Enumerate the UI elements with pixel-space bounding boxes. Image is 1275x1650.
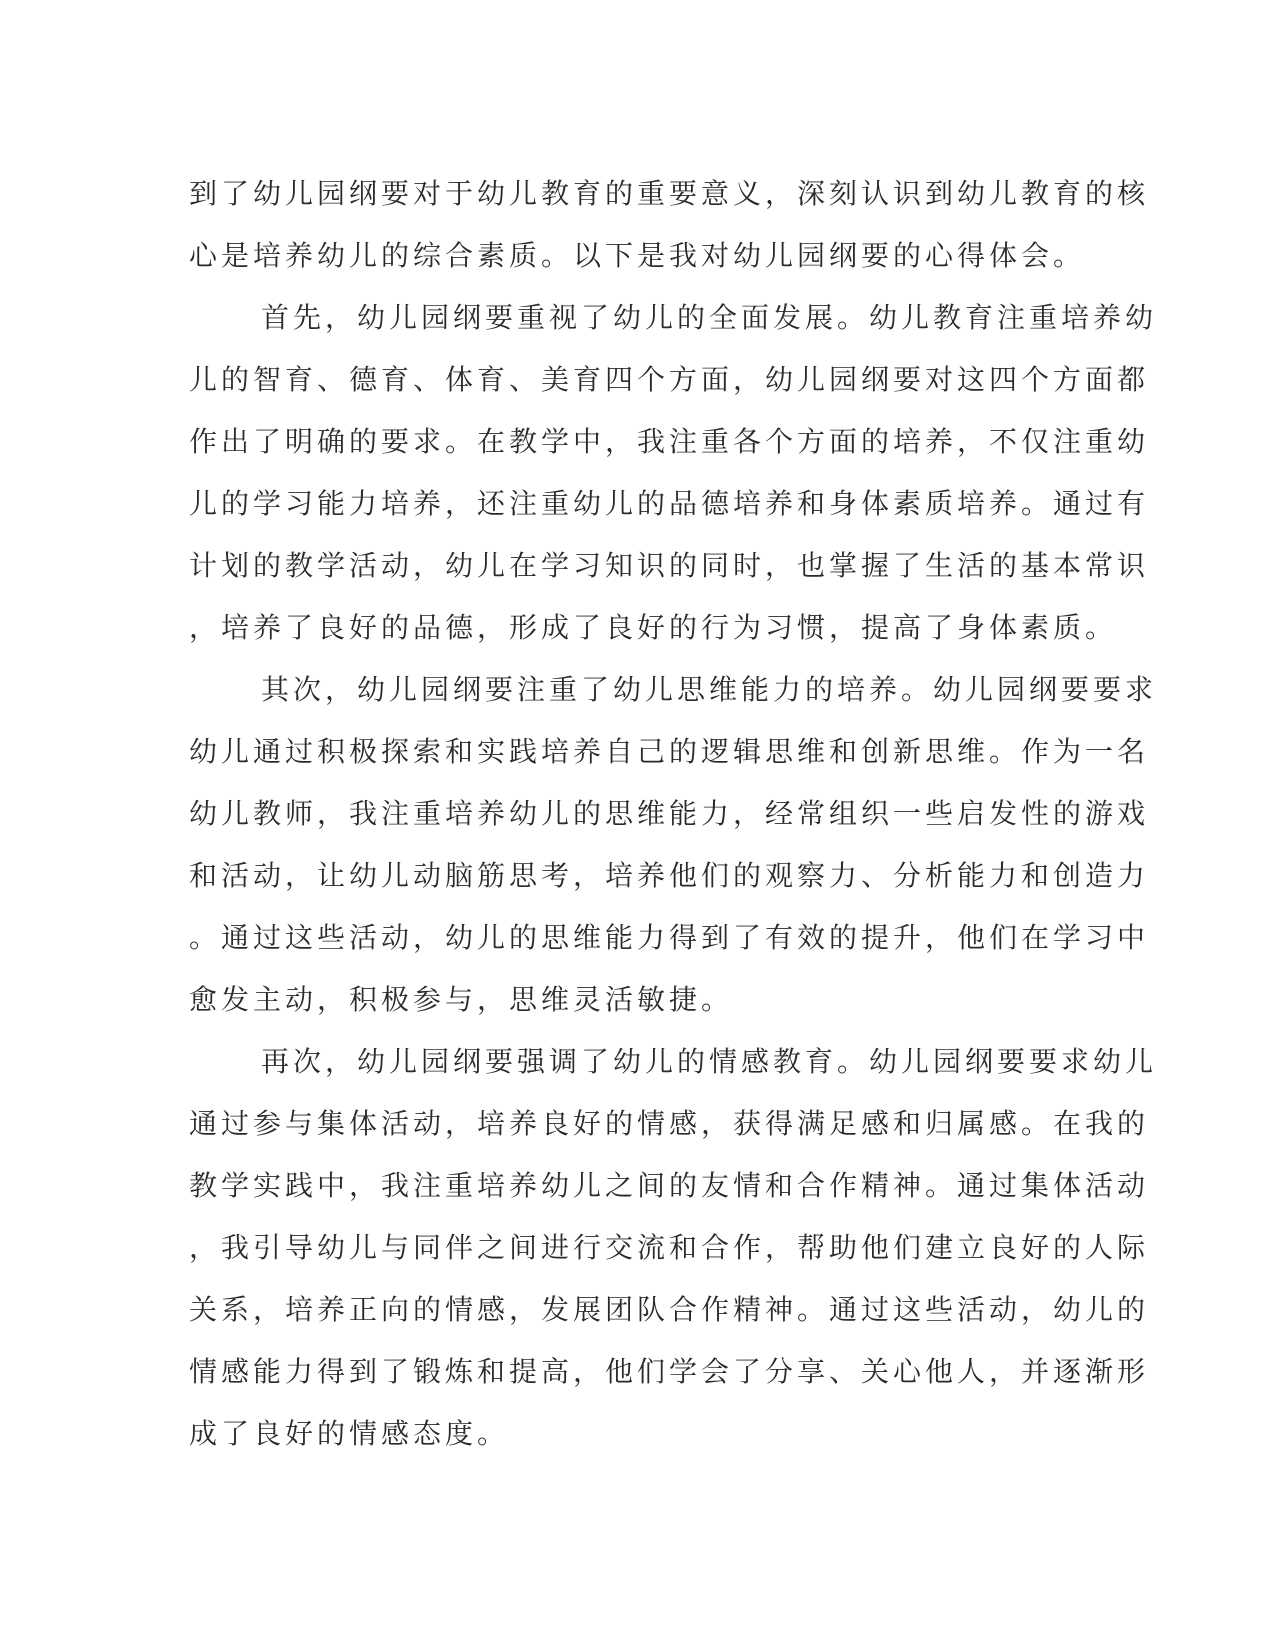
text-line: 到了幼儿园纲要对于幼儿教育的重要意义，深刻认识到幼儿教育的核	[189, 177, 1150, 210]
paragraph-start-line: 首先，幼儿园纲要重视了幼儿的全面发展。幼儿教育注重培养幼	[261, 301, 1158, 334]
text-line: 情感能力得到了锻炼和提高，他们学会了分享、关心他人，并逐渐形	[189, 1355, 1150, 1388]
text-line: 儿的智育、德育、体育、美育四个方面，幼儿园纲要对这四个方面都	[189, 363, 1150, 396]
text-line: 计划的教学活动，幼儿在学习知识的同时，也掌握了生活的基本常识	[189, 549, 1150, 582]
text-line: 和活动，让幼儿动脑筋思考，培养他们的观察力、分析能力和创造力	[189, 859, 1150, 892]
text-line: 成了良好的情感态度。	[189, 1417, 510, 1450]
text-line: ，我引导幼儿与同伴之间进行交流和合作，帮助他们建立良好的人际	[189, 1231, 1150, 1264]
text-line: 教学实践中，我注重培养幼儿之间的友情和合作精神。通过集体活动	[189, 1169, 1150, 1202]
text-line: 作出了明确的要求。在教学中，我注重各个方面的培养，不仅注重幼	[189, 425, 1150, 458]
paragraph-start-line: 其次，幼儿园纲要注重了幼儿思维能力的培养。幼儿园纲要要求	[261, 673, 1158, 706]
text-line: 幼儿教师，我注重培养幼儿的思维能力，经常组织一些启发性的游戏	[189, 797, 1150, 830]
text-line: 儿的学习能力培养，还注重幼儿的品德培养和身体素质培养。通过有	[189, 487, 1150, 520]
text-line: 愈发主动，积极参与，思维灵活敏捷。	[189, 983, 734, 1016]
text-line: 通过参与集体活动，培养良好的情感，获得满足感和归属感。在我的	[189, 1107, 1150, 1140]
text-line: 幼儿通过积极探索和实践培养自己的逻辑思维和创新思维。作为一名	[189, 735, 1150, 768]
document-body	[189, 163, 1158, 1465]
text-line: 心是培养幼儿的综合素质。以下是我对幼儿园纲要的心得体会。	[189, 239, 1086, 272]
text-line: 。通过这些活动，幼儿的思维能力得到了有效的提升，他们在学习中	[189, 921, 1150, 954]
text-line: ，培养了良好的品德，形成了良好的行为习惯，提高了身体素质。	[189, 611, 1118, 644]
text-line: 关系，培养正向的情感，发展团队合作精神。通过这些活动，幼儿的	[189, 1293, 1150, 1326]
paragraph-start-line: 再次，幼儿园纲要强调了幼儿的情感教育。幼儿园纲要要求幼儿	[261, 1045, 1158, 1078]
